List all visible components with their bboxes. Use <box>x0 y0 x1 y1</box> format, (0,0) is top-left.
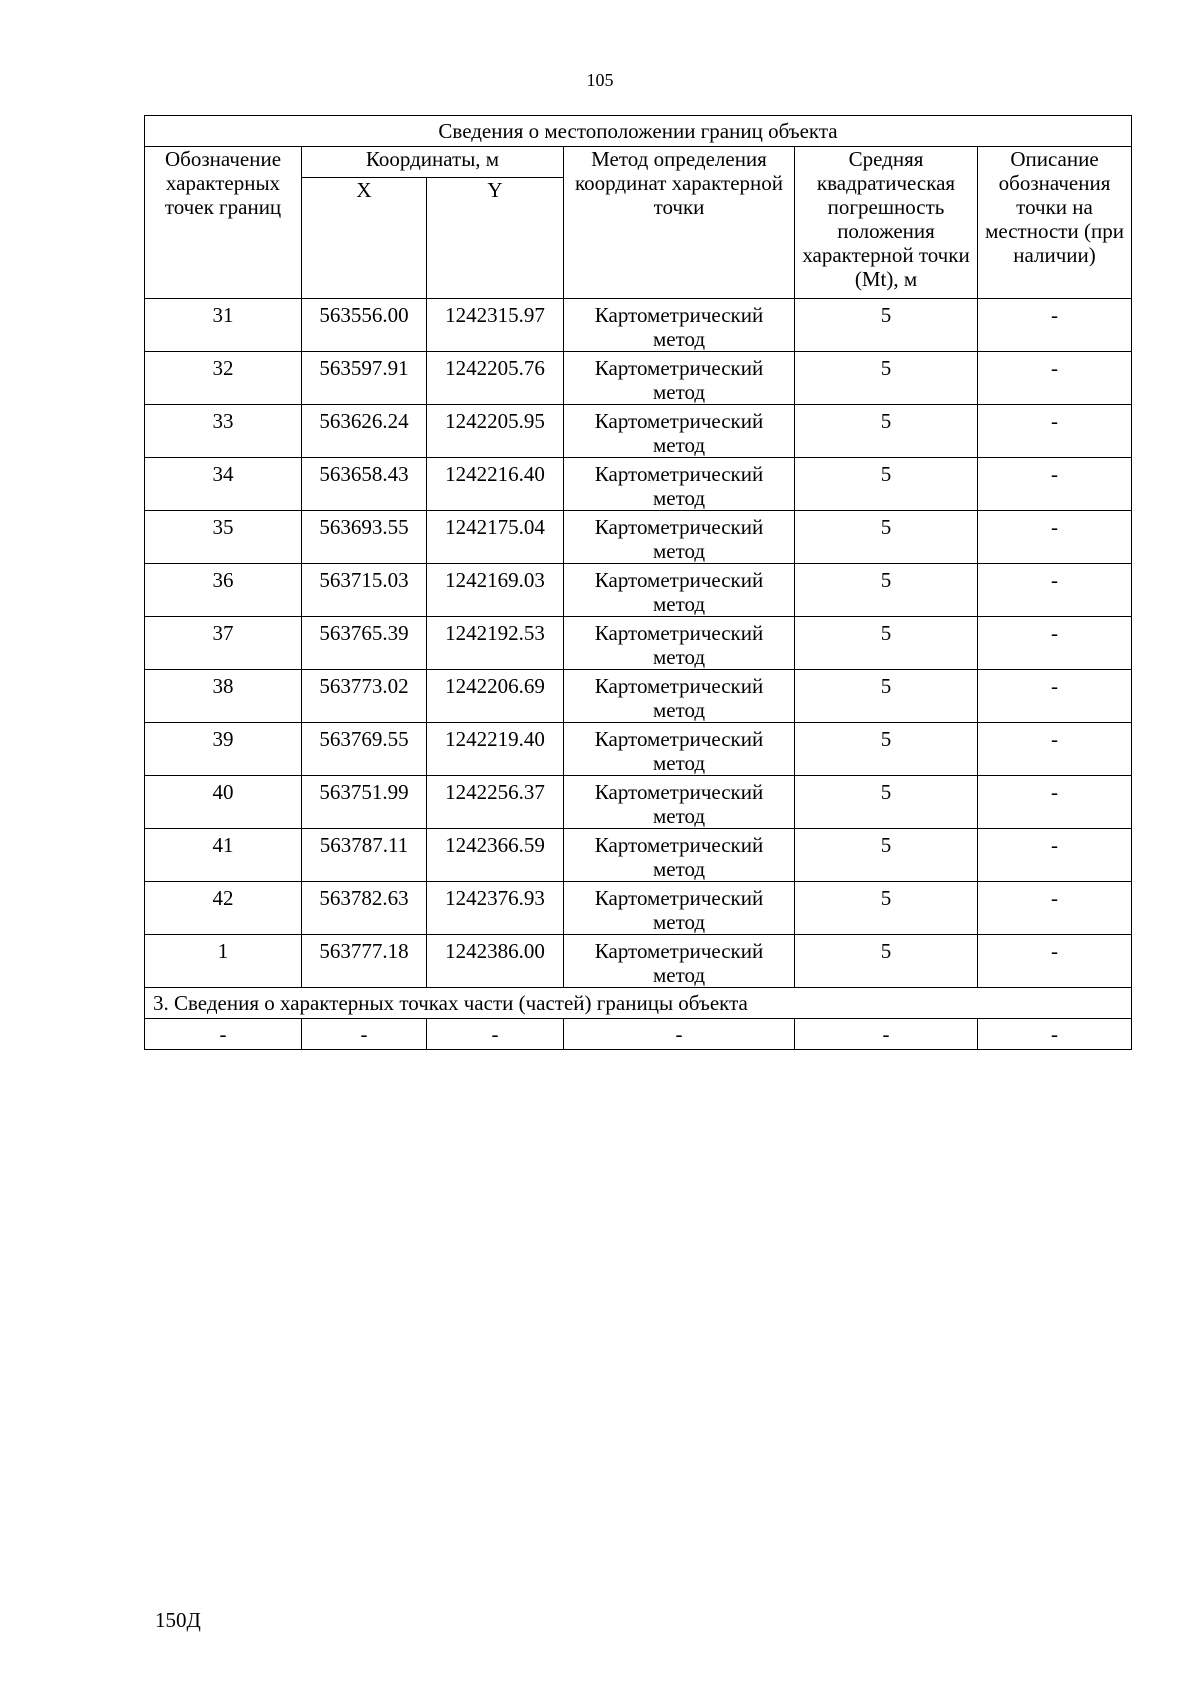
cell-description: - <box>978 299 1132 352</box>
cell-method: Картометрический метод <box>564 352 795 405</box>
table-row <box>145 405 1132 458</box>
cell-accuracy: 5 <box>795 299 978 352</box>
cell-accuracy: 5 <box>795 617 978 670</box>
section3-cell: - <box>427 1019 564 1050</box>
cell-method: Картометрический метод <box>564 511 795 564</box>
cell-y: 1242366.59 <box>427 829 564 882</box>
cell-point: 42 <box>145 882 302 935</box>
cell-method: Картометрический метод <box>564 458 795 511</box>
table-row <box>145 564 1132 617</box>
cell-point: 34 <box>145 458 302 511</box>
cell-y: 1242216.40 <box>427 458 564 511</box>
cell-x: 563556.00 <box>302 299 427 352</box>
table-row <box>145 776 1132 829</box>
cell-accuracy: 5 <box>795 670 978 723</box>
cell-y: 1242192.53 <box>427 617 564 670</box>
header-accuracy: Средняя квадратическая погрешность положения характерной точки (Mt), м <box>795 147 978 299</box>
cell-point: 35 <box>145 511 302 564</box>
cell-accuracy: 5 <box>795 511 978 564</box>
cell-accuracy: 5 <box>795 458 978 511</box>
cell-description: - <box>978 511 1132 564</box>
cell-method: Картометрический метод <box>564 829 795 882</box>
cell-x: 563658.43 <box>302 458 427 511</box>
cell-description: - <box>978 617 1132 670</box>
header-description: Описание обозначения точки на местности (при наличии) <box>978 147 1132 299</box>
cell-accuracy: 5 <box>795 935 978 988</box>
cell-x: 563751.99 <box>302 776 427 829</box>
cell-y: 1242256.37 <box>427 776 564 829</box>
table-row <box>145 723 1132 776</box>
cell-y: 1242315.97 <box>427 299 564 352</box>
cell-point: 40 <box>145 776 302 829</box>
cell-x: 563769.55 <box>302 723 427 776</box>
cell-point: 1 <box>145 935 302 988</box>
cell-y: 1242169.03 <box>427 564 564 617</box>
cell-x: 563787.11 <box>302 829 427 882</box>
cell-method: Картометрический метод <box>564 617 795 670</box>
cell-description: - <box>978 935 1132 988</box>
cell-description: - <box>978 405 1132 458</box>
cell-description: - <box>978 352 1132 405</box>
cell-x: 563715.03 <box>302 564 427 617</box>
cell-accuracy: 5 <box>795 882 978 935</box>
table-row <box>145 829 1132 882</box>
section3-cell: - <box>302 1019 427 1050</box>
cell-method: Картометрический метод <box>564 405 795 458</box>
cell-y: 1242376.93 <box>427 882 564 935</box>
cell-point: 33 <box>145 405 302 458</box>
cell-y: 1242205.76 <box>427 352 564 405</box>
footer-code: 150Д <box>155 1608 201 1632</box>
table-row <box>145 617 1132 670</box>
table-row <box>145 352 1132 405</box>
cell-x: 563777.18 <box>302 935 427 988</box>
cell-method: Картометрический метод <box>564 670 795 723</box>
cell-method: Картометрический метод <box>564 723 795 776</box>
cell-description: - <box>978 670 1132 723</box>
cell-point: 39 <box>145 723 302 776</box>
cell-x: 563765.39 <box>302 617 427 670</box>
cell-accuracy: 5 <box>795 723 978 776</box>
header-method: Метод определения координат характерной точки <box>564 147 795 299</box>
section3-cell: - <box>564 1019 795 1050</box>
header-coordinates: Координаты, м <box>302 147 564 178</box>
cell-y: 1242386.00 <box>427 935 564 988</box>
cell-accuracy: 5 <box>795 564 978 617</box>
section3-cell: - <box>145 1019 302 1050</box>
cell-y: 1242206.69 <box>427 670 564 723</box>
cell-y: 1242219.40 <box>427 723 564 776</box>
cell-point: 41 <box>145 829 302 882</box>
table-row <box>145 299 1132 352</box>
section3-row <box>145 1019 1132 1050</box>
cell-point: 32 <box>145 352 302 405</box>
cell-description: - <box>978 882 1132 935</box>
cell-y: 1242205.95 <box>427 405 564 458</box>
cell-method: Картометрический метод <box>564 776 795 829</box>
table-title: Сведения о местоположении границ объекта <box>145 116 1132 147</box>
header-point-designation: Обозначение характерных точек границ <box>145 147 302 299</box>
table-row <box>145 935 1132 988</box>
cell-x: 563773.02 <box>302 670 427 723</box>
cell-description: - <box>978 723 1132 776</box>
table-row <box>145 670 1132 723</box>
cell-description: - <box>978 776 1132 829</box>
cell-accuracy: 5 <box>795 352 978 405</box>
cell-description: - <box>978 564 1132 617</box>
section3-cell: - <box>978 1019 1132 1050</box>
cell-point: 36 <box>145 564 302 617</box>
cell-accuracy: 5 <box>795 405 978 458</box>
table-row <box>145 458 1132 511</box>
cell-description: - <box>978 458 1132 511</box>
section3-title: 3. Сведения о характерных точках части (частей) границы объекта <box>145 988 1132 1019</box>
cell-method: Картометрический метод <box>564 882 795 935</box>
cell-x: 563597.91 <box>302 352 427 405</box>
cell-description: - <box>978 829 1132 882</box>
section3-cell: - <box>795 1019 978 1050</box>
header-x: X <box>302 178 427 299</box>
table-row <box>145 511 1132 564</box>
table-body <box>145 299 1132 1050</box>
cell-point: 31 <box>145 299 302 352</box>
table-row <box>145 882 1132 935</box>
cell-method: Картометрический метод <box>564 564 795 617</box>
cell-y: 1242175.04 <box>427 511 564 564</box>
cell-x: 563626.24 <box>302 405 427 458</box>
cell-x: 563693.55 <box>302 511 427 564</box>
cell-x: 563782.63 <box>302 882 427 935</box>
page-number: 105 <box>586 70 614 90</box>
boundary-coordinates-table <box>144 115 1132 1050</box>
header-y: Y <box>427 178 564 299</box>
cell-method: Картометрический метод <box>564 299 795 352</box>
cell-point: 37 <box>145 617 302 670</box>
cell-accuracy: 5 <box>795 776 978 829</box>
cell-method: Картометрический метод <box>564 935 795 988</box>
cell-point: 38 <box>145 670 302 723</box>
cell-accuracy: 5 <box>795 829 978 882</box>
